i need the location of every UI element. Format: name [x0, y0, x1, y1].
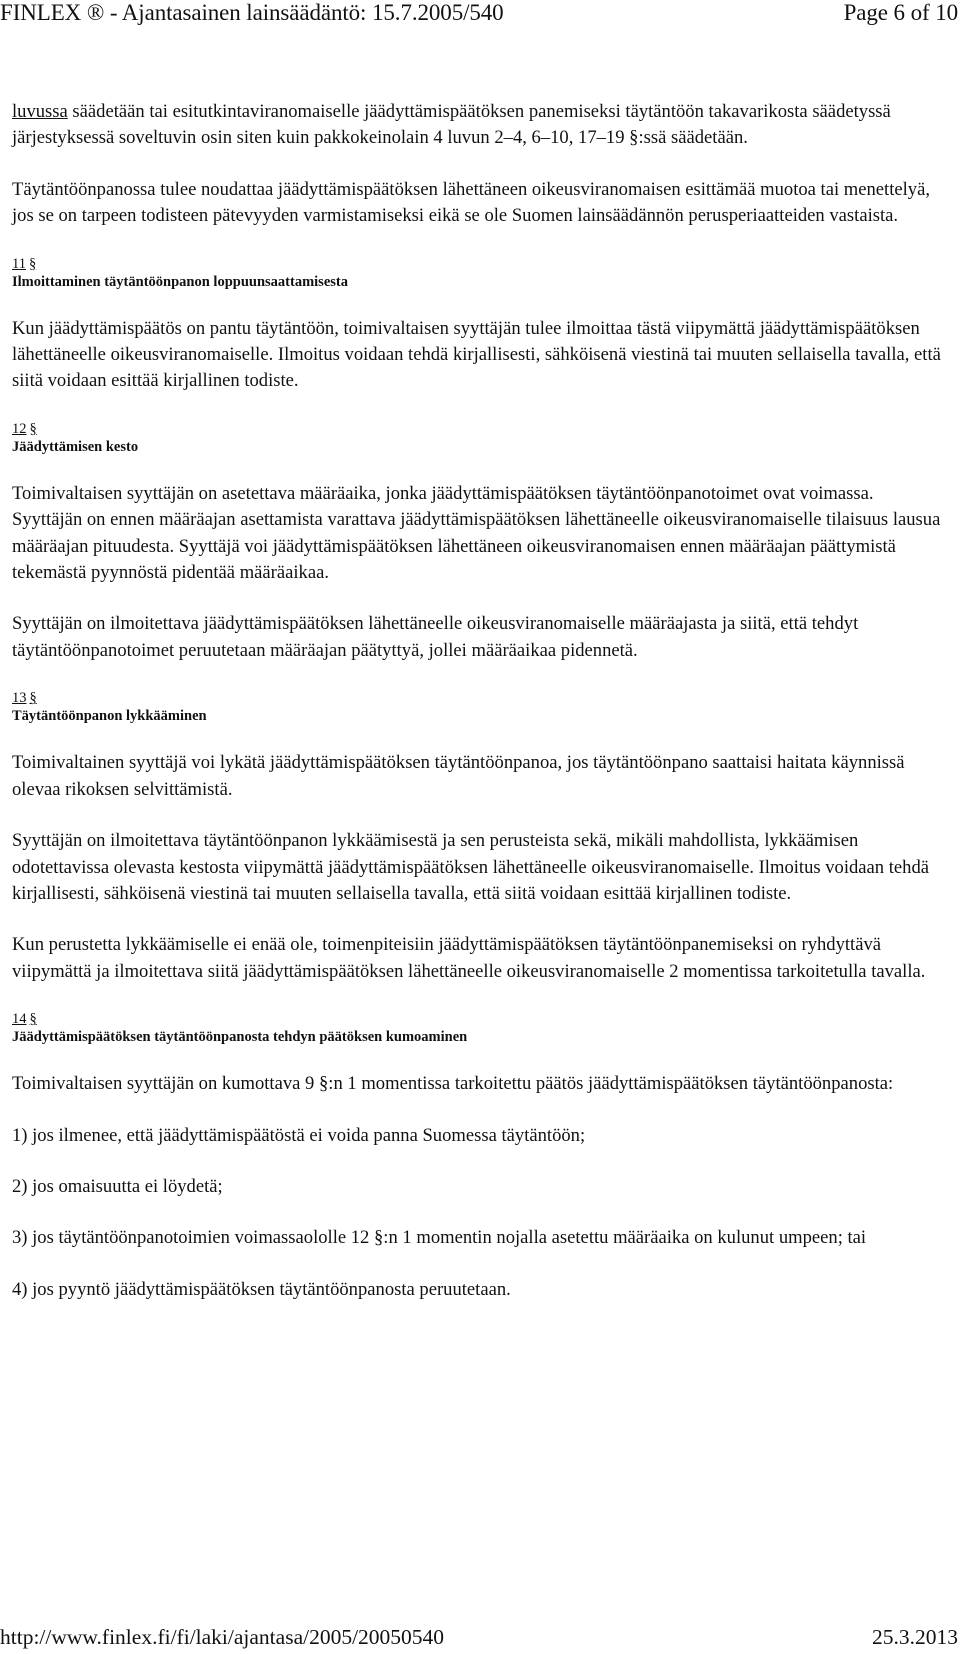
section-11-title: Ilmoittaminen täytäntöönpanon loppuunsaattamisesta [12, 273, 348, 290]
section-11-num[interactable]: 11 [12, 255, 26, 272]
intro-paragraph-1-text: säädetään tai esitutkintaviranomaiselle jäädyttämispäätöksen panemiseksi täytäntöön takavarikosta säädetyssä järjestyksessä soveltuvin osin siten kuin pakkokeinolain 4 luvun 2–4, 6–10, 17–19 §:ssä säädetään. [12, 101, 891, 149]
section-13-sign[interactable]: § [29, 690, 37, 707]
section-14-title: Jäädyttämispäätöksen täytäntöönpanosta tehdyn päätöksen kumoaminen [12, 1029, 468, 1046]
section-12-num[interactable]: 12 [12, 420, 27, 437]
list-item: 3) jos täytäntöönpanotoimien voimassaololle 12 §:n 1 momentin nojalla asetettu määräaika on kulunut umpeen; tai [12, 1227, 867, 1249]
page-number: Page 6 of 10 [843, 0, 958, 25]
list-item: 4) jos pyyntö jäädyttämispäätöksen täytäntöönpanosta peruutetaan. [12, 1278, 511, 1300]
section-12-paragraph-1: Toimivaltaisen syyttäjän on asetettava määräaika, jonka jäädyttämispäätöksen täytäntöönpanotoimet ovat voimassa. Syyttäjän on ennen määräajan asettamista varattava jäädyttämispäätöksen lähettäneelle oikeusviranomaiselle tilaisuus lausua määräajan pituudesta. Syyttäjä voi jäädyttämispäätöksen lähettäneen oikeusviranomaisen ennen määräajan päättymistä tekemästä pyynnöstä pidentää määräaikaa. [12, 482, 941, 584]
section-13-paragraph-1: Toimivaltainen syyttäjä voi lykätä jäädyttämispäätöksen täytäntöönpanoa, jos täytäntöönpano saattaisi haitata käynnissä olevaa rikoksen selvittämistä. [12, 752, 905, 800]
section-12-sign[interactable]: § [29, 420, 37, 437]
header-title: FINLEX ® - Ajantasainen lainsäädäntö: 15.7.2005/540 [0, 0, 504, 25]
footer-date: 25.3.2013 [872, 1625, 958, 1649]
section-13-paragraph-2: Syyttäjän on ilmoitettava täytäntöönpanon lykkäämisestä ja sen perusteista sekä, mikäli mahdollista, lykkäämisen odotettavissa olevasta kestosta viipymättä jäädyttämispäätöksen lähettäneelle oikeusviranomaiselle. Ilmoitus voidaan tehdä kirjallisesti, sähköisenä viestinä tai muuten sellaisella tavalla, että siitä voidaan esittää kirjallinen todiste. [12, 830, 930, 904]
luvussa-link[interactable]: luvussa [12, 101, 68, 122]
page-footer [0, 1624, 960, 1654]
section-11-number[interactable] [12, 256, 947, 273]
section-13-paragraph-3: Kun perustetta lykkäämiselle ei enää ole, toimenpiteisiin jäädyttämispäätöksen täytäntöönpanemiseksi on ryhdyttävä viipymättä ja ilmoitettava siitä jäädyttämispäätöksen lähettäneelle oikeusviranomaiselle 2 momentissa tarkoitetulla tavalla. [12, 934, 926, 982]
section-13-title: Täytäntöönpanon lykkääminen [12, 708, 207, 725]
section-12-number[interactable] [12, 421, 947, 438]
section-14-number[interactable] [12, 1011, 947, 1028]
section-14-num[interactable]: 14 [12, 1011, 27, 1028]
section-12-paragraph-2: Syyttäjän on ilmoitettava jäädyttämispäätöksen lähettäneelle oikeusviranomaiselle määräajasta ja siitä, että tehdyt täytäntöönpanotoimet peruutetaan määräajan päätyttyä, jollei määräaikaa pidennetä. [12, 613, 859, 661]
intro-paragraph-1 [12, 99, 947, 152]
section-11-sign[interactable]: § [28, 255, 37, 272]
section-11-paragraph-1: Kun jäädyttämispäätös on pantu täytäntöön, toimivaltaisen syyttäjän tulee ilmoittaa tästä viipymättä jäädyttämispäätöksen lähettäneelle oikeusviranomaiselle. Ilmoitus voidaan tehdä kirjallisesti, sähköisenä viestinä tai muuten sellaisella tavalla, että siitä voidaan esittää kirjallinen todiste. [12, 317, 941, 392]
page-header [0, 0, 960, 30]
section-12-title: Jäädyttämisen kesto [12, 438, 139, 455]
list-item: 1) jos ilmenee, että jäädyttämispäätöstä ei voida panna Suomessa täytäntöön; [12, 1124, 586, 1146]
footer-url: http://www.finlex.fi/fi/laki/ajantasa/2005/20050540 [0, 1625, 445, 1649]
section-14-sign[interactable]: § [29, 1011, 37, 1028]
section-13-number[interactable] [12, 690, 947, 707]
document-body [12, 99, 947, 1303]
list-item: 2) jos omaisuutta ei löydetä; [12, 1175, 223, 1197]
intro-paragraph-2: Täytäntöönpanossa tulee noudattaa jäädyttämispäätöksen lähettäneen oikeusviranomaisen esittämää muotoa tai menettelyä, jos se on tarpeen todisteen pätevyyden varmistamiseksi eikä se ole Suomen lainsäädännön perusperiaatteiden vastaista. [12, 178, 931, 227]
section-14-paragraph-1: Toimivaltaisen syyttäjän on kumottava 9 §:n 1 momentissa tarkoitettu päätös jäädyttämispäätöksen täytäntöönpanosta: [12, 1073, 894, 1095]
section-13-num[interactable]: 13 [12, 690, 27, 707]
